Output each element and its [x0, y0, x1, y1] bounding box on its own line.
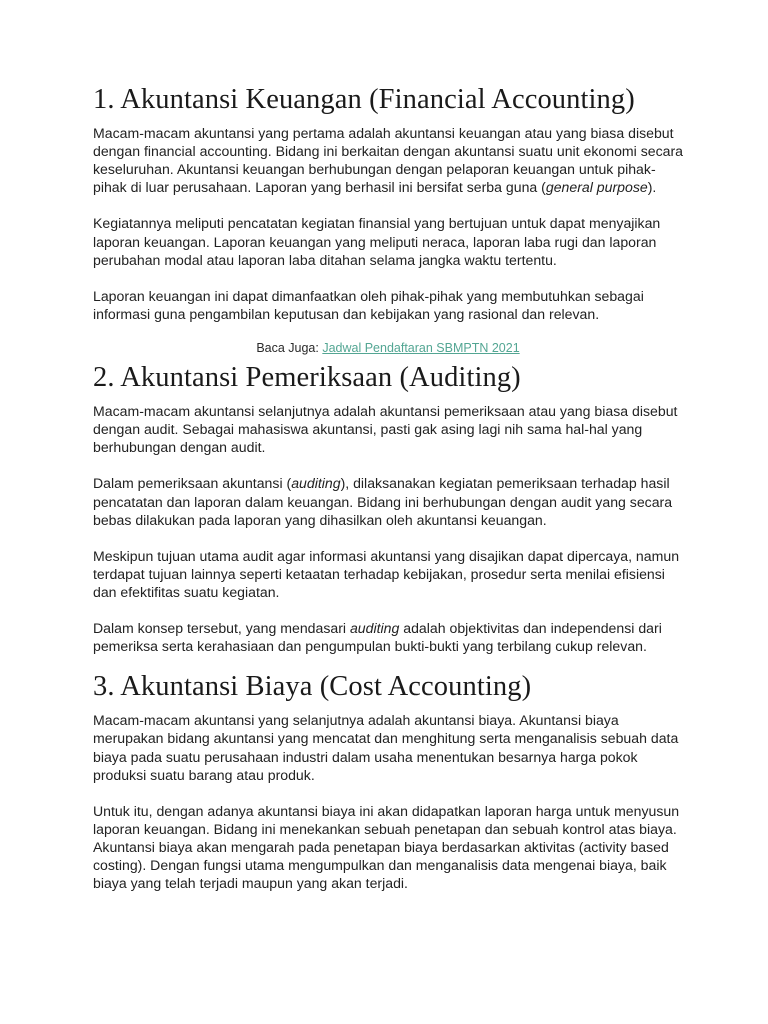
paragraph — [93, 474, 683, 528]
read-also-prefix: Baca Juga: — [256, 341, 323, 356]
paragraph — [93, 619, 683, 655]
article-body — [93, 82, 683, 906]
paragraph: Meskipun tujuan utama audit agar informasi akuntansi yang disajikan dapat dipercaya, namun terdapat tujuan lainnya seperti ketaatan terhadap kebijakan, prosedur serta menilai efisiensi dan efektifitas suatu kegiatan. — [93, 547, 680, 600]
paragraph: Macam-macam akuntansi yang selanjutnya adalah akuntansi biaya. Akuntansi biaya merupakan bidang akuntansi yang mencatat dan menghitung serta menganalisis sebuah data biaya pada suatu perusahaan industri dalam usaha menentukan besarnya harga pokok produksi suatu barang atau produk. — [93, 712, 679, 783]
paragraph-text: ). — [647, 179, 657, 196]
section-financial-accounting — [93, 82, 683, 323]
paragraph: Untuk itu, dengan adanya akuntansi biaya ini akan didapatkan laporan harga untuk menyusun laporan keuangan. Bidang ini menekankan sebuah penetapan dan sebuah kontrol atas biaya. Akuntansi biaya akan mengarah pada penetapan biaya berdasarkan aktivitas (activity based costing). Dengan fungsi utama mengumpulkan dan menganalisis data mengenai biaya, baik biaya yang telah terjadi maupun yang akan terjadi. — [93, 802, 680, 892]
paragraph: Macam-macam akuntansi selanjutnya adalah akuntansi pemeriksaan atau yang biasa disebut dengan audit. Sebagai mahasiswa akuntansi, pasti gak asing lagi nih sama hal-hal yang berhubungan dengan audit. — [93, 403, 678, 456]
paragraph-text: Dalam konsep tersebut, yang mendasari — [93, 620, 350, 637]
paragraph-emphasis: auditing — [291, 475, 341, 492]
paragraph-emphasis: auditing — [349, 620, 400, 637]
section-heading: 1. Akuntansi Keuangan (Financial Accounting) — [93, 84, 635, 115]
section-heading: 2. Akuntansi Pemeriksaan (Auditing) — [93, 362, 521, 394]
paragraph: Kegiatannya meliputi pencatatan kegiatan finansial yang bertujuan untuk dapat menyajikan laporan keuangan. Laporan keuangan yang meliputi neraca, laporan laba rugi dan laporan perubahan modal atau laporan laba ditahan selama jangka waktu tertentu. — [93, 215, 661, 268]
paragraph-text: Dalam pemeriksaan akuntansi ( — [93, 475, 292, 492]
section-cost-accounting — [93, 669, 683, 892]
section-heading: 3. Akuntansi Biaya (Cost Accounting) — [93, 671, 532, 703]
read-also-link[interactable]: Jadwal Pendaftaran SBMPTN 2021 — [322, 341, 520, 356]
paragraph: Laporan keuangan ini dapat dimanfaatkan oleh pihak-pihak yang membutuhkan sebagai informasi guna pengambilan keputusan dan kebijakan yang rasional dan relevan. — [93, 287, 644, 322]
paragraph-text: ), dilaksanakan kegiatan pemeriksaan terhadap hasil pencatatan dan laporan dalam keuangan. Bidang ini berhubungan dengan audit yang secara bebas dilakukan pada laporan yang dihasilkan oleh akuntansi keuangan. — [93, 475, 673, 528]
paragraph-text: Macam-macam akuntansi yang pertama adalah akuntansi keuangan atau yang biasa disebut dengan financial accounting. Bidang ini berkaitan dengan akuntansi suatu unit ekonomi secara keseluruhan. Akuntansi keuangan berhubungan dengan pelaporan keuangan untuk pihak-pihak di luar perusahaan. Laporan yang berhasil ini bersifat serba guna ( — [93, 125, 683, 196]
read-also — [93, 340, 683, 356]
paragraph-emphasis: general purpose — [545, 179, 648, 196]
paragraph — [93, 124, 683, 196]
paragraph-text: adalah objektivitas dan independensi dari pemeriksa serta kerahasiaan dan pengumpulan bukti-bukti yang terbilang cukup relevan. — [93, 620, 662, 655]
section-auditing — [93, 360, 683, 655]
